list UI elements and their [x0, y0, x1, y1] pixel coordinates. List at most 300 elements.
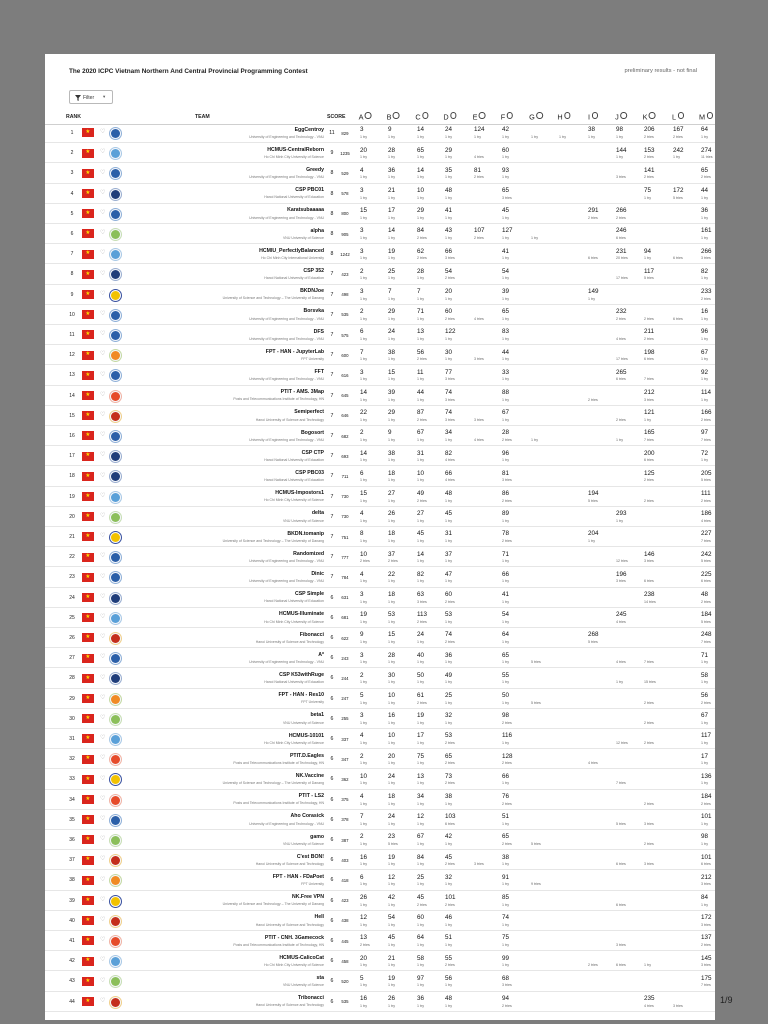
problem-cell-j[interactable]: [616, 548, 644, 567]
problem-header-k[interactable]: [643, 112, 656, 122]
favorite-heart-icon[interactable]: ♡: [100, 351, 106, 358]
problem-cell-e[interactable]: [474, 164, 502, 183]
team-name[interactable]: Tribonacci: [298, 995, 324, 1002]
problem-cell-b[interactable]: [388, 952, 416, 971]
team-name[interactable]: Randomized: [293, 550, 324, 557]
favorite-heart-icon[interactable]: ♡: [100, 613, 106, 620]
team-name[interactable]: FFT: [314, 368, 324, 375]
problem-cell-l[interactable]: [673, 144, 701, 163]
problem-cell-k[interactable]: [644, 649, 672, 668]
problem-cell-m[interactable]: [701, 669, 715, 688]
problem-cell-m[interactable]: [701, 589, 715, 608]
problem-cell-k[interactable]: [644, 993, 672, 1012]
problem-cell-d[interactable]: [445, 548, 473, 567]
team-name[interactable]: PTIT - CNH. 3Gamecock: [264, 934, 324, 941]
problem-cell-j[interactable]: [616, 144, 644, 163]
problem-cell-d[interactable]: [445, 649, 473, 668]
problem-cell-a[interactable]: [360, 811, 388, 830]
problem-cell-m[interactable]: [701, 932, 715, 951]
table-row[interactable]: [45, 205, 715, 224]
problem-cell-g[interactable]: [531, 871, 559, 890]
favorite-heart-icon[interactable]: ♡: [100, 977, 106, 984]
problem-cell-b[interactable]: [388, 892, 416, 911]
table-row[interactable]: [45, 528, 715, 547]
table-row[interactable]: [45, 669, 715, 688]
table-row[interactable]: [45, 548, 715, 567]
problem-cell-c[interactable]: [417, 609, 445, 628]
table-row[interactable]: [45, 427, 715, 446]
problem-cell-c[interactable]: [417, 245, 445, 264]
problem-cell-d[interactable]: [445, 932, 473, 951]
problem-cell-c[interactable]: [417, 669, 445, 688]
problem-cell-j[interactable]: [616, 770, 644, 789]
problem-header-c[interactable]: [415, 112, 428, 122]
problem-cell-m[interactable]: [701, 750, 715, 769]
problem-header-h[interactable]: [557, 112, 570, 122]
table-row[interactable]: [45, 245, 715, 264]
problem-cell-m[interactable]: [701, 710, 715, 729]
problem-cell-d[interactable]: [445, 770, 473, 789]
team-name[interactable]: HCMIU_PerfectlyBalanced: [259, 247, 324, 254]
problem-cell-b[interactable]: [388, 589, 416, 608]
problem-cell-e[interactable]: [474, 851, 502, 870]
problem-cell-c[interactable]: [417, 548, 445, 567]
table-row[interactable]: [45, 589, 715, 608]
problem-cell-a[interactable]: [360, 225, 388, 244]
problem-cell-f[interactable]: [502, 972, 530, 991]
problem-cell-c[interactable]: [417, 306, 445, 325]
team-name[interactable]: DFS: [313, 328, 324, 335]
problem-cell-m[interactable]: [701, 972, 715, 991]
problem-cell-f[interactable]: [502, 952, 530, 971]
problem-cell-c[interactable]: [417, 265, 445, 284]
problem-cell-c[interactable]: [417, 407, 445, 426]
problem-cell-c[interactable]: [417, 568, 445, 587]
problem-cell-m[interactable]: [701, 265, 715, 284]
problem-cell-c[interactable]: [417, 205, 445, 224]
problem-cell-j[interactable]: [616, 669, 644, 688]
problem-cell-f[interactable]: [502, 265, 530, 284]
problem-cell-b[interactable]: [388, 467, 416, 486]
problem-cell-j[interactable]: [616, 205, 644, 224]
problem-cell-j[interactable]: [616, 407, 644, 426]
problem-cell-c[interactable]: [417, 972, 445, 991]
problem-cell-c[interactable]: [417, 710, 445, 729]
problem-cell-d[interactable]: [445, 286, 473, 305]
favorite-heart-icon[interactable]: ♡: [100, 310, 106, 317]
problem-cell-f[interactable]: [502, 548, 530, 567]
problem-cell-a[interactable]: [360, 851, 388, 870]
problem-cell-l[interactable]: [673, 124, 701, 143]
problem-cell-c[interactable]: [417, 589, 445, 608]
favorite-heart-icon[interactable]: ♡: [100, 411, 106, 418]
problem-cell-k[interactable]: [644, 791, 672, 810]
table-row[interactable]: [45, 488, 715, 507]
problem-cell-f[interactable]: [502, 225, 530, 244]
problem-cell-i[interactable]: [588, 286, 616, 305]
problem-cell-l[interactable]: [673, 993, 701, 1012]
problem-cell-m[interactable]: [701, 185, 715, 204]
problem-cell-b[interactable]: [388, 710, 416, 729]
problem-cell-a[interactable]: [360, 568, 388, 587]
problem-cell-d[interactable]: [445, 831, 473, 850]
favorite-heart-icon[interactable]: ♡: [100, 129, 106, 136]
table-row[interactable]: [45, 993, 715, 1012]
problem-cell-m[interactable]: [701, 690, 715, 709]
team-name[interactable]: FPT - HAN - FDaPoet: [272, 873, 324, 880]
problem-cell-d[interactable]: [445, 811, 473, 830]
problem-cell-m[interactable]: [701, 629, 715, 648]
problem-cell-d[interactable]: [445, 750, 473, 769]
problem-cell-k[interactable]: [644, 387, 672, 406]
favorite-heart-icon[interactable]: ♡: [100, 593, 106, 600]
problem-cell-m[interactable]: [701, 568, 715, 587]
table-row[interactable]: [45, 892, 715, 911]
problem-cell-j[interactable]: [616, 265, 644, 284]
favorite-heart-icon[interactable]: ♡: [100, 674, 106, 681]
problem-cell-d[interactable]: [445, 265, 473, 284]
problem-cell-c[interactable]: [417, 811, 445, 830]
team-name[interactable]: Greedy: [306, 166, 324, 173]
problem-cell-j[interactable]: [616, 306, 644, 325]
favorite-heart-icon[interactable]: ♡: [100, 432, 106, 439]
problem-cell-i[interactable]: [588, 124, 616, 143]
problem-cell-j[interactable]: [616, 851, 644, 870]
table-row[interactable]: [45, 932, 715, 951]
problem-cell-m[interactable]: [701, 791, 715, 810]
problem-cell-e[interactable]: [474, 306, 502, 325]
team-name[interactable]: HCMUS-10101: [288, 732, 324, 739]
problem-cell-i[interactable]: [588, 245, 616, 264]
problem-cell-b[interactable]: [388, 871, 416, 890]
problem-header-g[interactable]: [529, 112, 543, 122]
favorite-heart-icon[interactable]: ♡: [100, 472, 106, 479]
table-row[interactable]: [45, 306, 715, 325]
problem-cell-k[interactable]: [644, 710, 672, 729]
problem-cell-l[interactable]: [673, 185, 701, 204]
problem-cell-e[interactable]: [474, 225, 502, 244]
problem-cell-k[interactable]: [644, 730, 672, 749]
team-name[interactable]: Semiperfect: [294, 409, 324, 416]
problem-cell-a[interactable]: [360, 467, 388, 486]
problem-cell-d[interactable]: [445, 407, 473, 426]
problem-cell-k[interactable]: [644, 568, 672, 587]
problem-cell-f[interactable]: [502, 791, 530, 810]
problem-cell-f[interactable]: [502, 447, 530, 466]
table-row[interactable]: [45, 730, 715, 749]
problem-cell-a[interactable]: [360, 932, 388, 951]
problem-cell-c[interactable]: [417, 124, 445, 143]
problem-cell-f[interactable]: [502, 366, 530, 385]
problem-cell-i[interactable]: [588, 387, 616, 406]
table-row[interactable]: [45, 629, 715, 648]
problem-cell-b[interactable]: [388, 488, 416, 507]
problem-cell-c[interactable]: [417, 286, 445, 305]
problem-cell-f[interactable]: [502, 185, 530, 204]
problem-cell-m[interactable]: [701, 851, 715, 870]
problem-cell-a[interactable]: [360, 831, 388, 850]
problem-cell-a[interactable]: [360, 871, 388, 890]
favorite-heart-icon[interactable]: ♡: [100, 775, 106, 782]
problem-cell-j[interactable]: [616, 245, 644, 264]
problem-cell-j[interactable]: [616, 952, 644, 971]
table-row[interactable]: [45, 750, 715, 769]
team-name[interactable]: CSP Simple: [294, 591, 324, 598]
problem-cell-a[interactable]: [360, 609, 388, 628]
problem-cell-j[interactable]: [616, 649, 644, 668]
problem-cell-f[interactable]: [502, 770, 530, 789]
problem-cell-c[interactable]: [417, 730, 445, 749]
problem-cell-a[interactable]: [360, 548, 388, 567]
problem-cell-c[interactable]: [417, 366, 445, 385]
problem-cell-b[interactable]: [388, 225, 416, 244]
problem-cell-b[interactable]: [388, 508, 416, 527]
problem-cell-d[interactable]: [445, 589, 473, 608]
problem-cell-c[interactable]: [417, 952, 445, 971]
favorite-heart-icon[interactable]: ♡: [100, 795, 106, 802]
problem-cell-a[interactable]: [360, 508, 388, 527]
problem-cell-k[interactable]: [644, 407, 672, 426]
problem-cell-a[interactable]: [360, 366, 388, 385]
problem-cell-a[interactable]: [360, 912, 388, 931]
problem-cell-f[interactable]: [502, 589, 530, 608]
table-row[interactable]: [45, 124, 715, 143]
problem-cell-a[interactable]: [360, 265, 388, 284]
problem-cell-d[interactable]: [445, 952, 473, 971]
problem-cell-k[interactable]: [644, 144, 672, 163]
problem-cell-a[interactable]: [360, 144, 388, 163]
problem-cell-b[interactable]: [388, 851, 416, 870]
problem-cell-m[interactable]: [701, 892, 715, 911]
problem-cell-f[interactable]: [502, 811, 530, 830]
problem-cell-m[interactable]: [701, 831, 715, 850]
table-row[interactable]: [45, 467, 715, 486]
problem-cell-c[interactable]: [417, 932, 445, 951]
problem-cell-d[interactable]: [445, 993, 473, 1012]
problem-cell-f[interactable]: [502, 427, 530, 446]
team-name[interactable]: C'est BON!: [296, 853, 324, 860]
team-name[interactable]: gamo: [310, 833, 324, 840]
favorite-heart-icon[interactable]: ♡: [100, 836, 106, 843]
problem-cell-f[interactable]: [502, 346, 530, 365]
problem-cell-k[interactable]: [644, 164, 672, 183]
problem-header-a[interactable]: [359, 112, 372, 122]
problem-cell-f[interactable]: [502, 205, 530, 224]
problem-cell-f[interactable]: [502, 851, 530, 870]
problem-cell-a[interactable]: [360, 306, 388, 325]
problem-cell-j[interactable]: [616, 326, 644, 345]
problem-cell-d[interactable]: [445, 245, 473, 264]
team-name[interactable]: CSP PBC01: [295, 187, 324, 194]
problem-cell-j[interactable]: [616, 225, 644, 244]
problem-cell-c[interactable]: [417, 508, 445, 527]
problem-cell-m[interactable]: [701, 811, 715, 830]
problem-cell-d[interactable]: [445, 609, 473, 628]
problem-cell-d[interactable]: [445, 387, 473, 406]
table-row[interactable]: [45, 346, 715, 365]
problem-cell-b[interactable]: [388, 548, 416, 567]
problem-cell-d[interactable]: [445, 144, 473, 163]
team-name[interactable]: EggCentroy: [294, 126, 324, 133]
favorite-heart-icon[interactable]: ♡: [100, 331, 106, 338]
problem-cell-m[interactable]: [701, 205, 715, 224]
problem-cell-k[interactable]: [644, 811, 672, 830]
problem-cell-j[interactable]: [616, 568, 644, 587]
problem-cell-k[interactable]: [644, 952, 672, 971]
problem-header-f[interactable]: [501, 112, 513, 122]
problem-cell-e[interactable]: [474, 144, 502, 163]
table-row[interactable]: [45, 649, 715, 668]
problem-cell-f[interactable]: [502, 164, 530, 183]
problem-cell-c[interactable]: [417, 528, 445, 547]
favorite-heart-icon[interactable]: ♡: [100, 937, 106, 944]
problem-cell-m[interactable]: [701, 730, 715, 749]
table-row[interactable]: [45, 508, 715, 527]
table-row[interactable]: [45, 407, 715, 426]
favorite-heart-icon[interactable]: ♡: [100, 735, 106, 742]
problem-cell-j[interactable]: [616, 508, 644, 527]
problem-cell-f[interactable]: [502, 245, 530, 264]
problem-cell-g[interactable]: [531, 831, 559, 850]
problem-cell-j[interactable]: [616, 892, 644, 911]
problem-cell-j[interactable]: [616, 932, 644, 951]
problem-cell-c[interactable]: [417, 488, 445, 507]
problem-cell-j[interactable]: [616, 730, 644, 749]
favorite-heart-icon[interactable]: ♡: [100, 714, 106, 721]
problem-cell-f[interactable]: [502, 932, 530, 951]
problem-cell-e[interactable]: [474, 346, 502, 365]
favorite-heart-icon[interactable]: ♡: [100, 149, 106, 156]
problem-cell-f[interactable]: [502, 831, 530, 850]
favorite-heart-icon[interactable]: ♡: [100, 512, 106, 519]
table-row[interactable]: [45, 912, 715, 931]
team-name[interactable]: delta: [311, 510, 324, 517]
team-name[interactable]: PTIT - AMS. 3Map: [280, 389, 324, 396]
team-name[interactable]: Dinic: [311, 570, 324, 577]
team-name[interactable]: Aho Corasick: [290, 813, 324, 820]
problem-cell-a[interactable]: [360, 387, 388, 406]
problem-cell-k[interactable]: [644, 306, 672, 325]
problem-cell-b[interactable]: [388, 306, 416, 325]
problem-cell-a[interactable]: [360, 346, 388, 365]
problem-cell-g[interactable]: [531, 649, 559, 668]
problem-cell-d[interactable]: [445, 972, 473, 991]
table-row[interactable]: [45, 185, 715, 204]
problem-cell-c[interactable]: [417, 225, 445, 244]
table-row[interactable]: [45, 851, 715, 870]
problem-cell-m[interactable]: [701, 164, 715, 183]
team-name[interactable]: HCMUS-Impostors1: [275, 490, 324, 497]
problem-cell-b[interactable]: [388, 144, 416, 163]
problem-cell-m[interactable]: [701, 225, 715, 244]
problem-cell-d[interactable]: [445, 508, 473, 527]
problem-cell-m[interactable]: [701, 447, 715, 466]
problem-cell-k[interactable]: [644, 851, 672, 870]
problem-cell-k[interactable]: [644, 346, 672, 365]
problem-cell-c[interactable]: [417, 690, 445, 709]
problem-cell-i[interactable]: [588, 205, 616, 224]
problem-cell-f[interactable]: [502, 488, 530, 507]
problem-cell-k[interactable]: [644, 326, 672, 345]
problem-cell-d[interactable]: [445, 730, 473, 749]
favorite-heart-icon[interactable]: ♡: [100, 209, 106, 216]
problem-cell-m[interactable]: [701, 306, 715, 325]
problem-cell-g[interactable]: [531, 124, 559, 143]
favorite-heart-icon[interactable]: ♡: [100, 916, 106, 923]
problem-cell-k[interactable]: [644, 589, 672, 608]
problem-cell-l[interactable]: [673, 306, 701, 325]
problem-header-l[interactable]: [672, 112, 684, 122]
problem-cell-d[interactable]: [445, 366, 473, 385]
table-row[interactable]: [45, 831, 715, 850]
problem-cell-j[interactable]: [616, 366, 644, 385]
problem-cell-m[interactable]: [701, 467, 715, 486]
problem-cell-i[interactable]: [588, 528, 616, 547]
problem-cell-d[interactable]: [445, 669, 473, 688]
team-name[interactable]: beta1: [310, 712, 324, 719]
table-row[interactable]: [45, 811, 715, 830]
problem-cell-m[interactable]: [701, 871, 715, 890]
problem-cell-b[interactable]: [388, 791, 416, 810]
team-name[interactable]: BKDN.tomanip: [287, 530, 324, 537]
problem-cell-f[interactable]: [502, 528, 530, 547]
team-name[interactable]: CSP PBC03: [295, 469, 324, 476]
table-row[interactable]: [45, 972, 715, 991]
problem-cell-b[interactable]: [388, 528, 416, 547]
problem-cell-a[interactable]: [360, 791, 388, 810]
problem-cell-f[interactable]: [502, 629, 530, 648]
problem-cell-c[interactable]: [417, 467, 445, 486]
problem-cell-l[interactable]: [673, 245, 701, 264]
table-row[interactable]: [45, 609, 715, 628]
favorite-heart-icon[interactable]: ♡: [100, 957, 106, 964]
problem-cell-f[interactable]: [502, 609, 530, 628]
favorite-heart-icon[interactable]: ♡: [100, 755, 106, 762]
favorite-heart-icon[interactable]: ♡: [100, 573, 106, 580]
problem-cell-b[interactable]: [388, 407, 416, 426]
favorite-heart-icon[interactable]: ♡: [100, 371, 106, 378]
problem-cell-c[interactable]: [417, 831, 445, 850]
favorite-heart-icon[interactable]: ♡: [100, 452, 106, 459]
problem-cell-d[interactable]: [445, 124, 473, 143]
problem-cell-d[interactable]: [445, 164, 473, 183]
problem-cell-f[interactable]: [502, 326, 530, 345]
problem-cell-m[interactable]: [701, 952, 715, 971]
problem-cell-j[interactable]: [616, 609, 644, 628]
team-name[interactable]: NK.Vaccine: [295, 772, 324, 779]
problem-cell-m[interactable]: [701, 528, 715, 547]
problem-header-j[interactable]: [615, 112, 627, 122]
problem-cell-a[interactable]: [360, 649, 388, 668]
problem-cell-f[interactable]: [502, 306, 530, 325]
problem-cell-f[interactable]: [502, 669, 530, 688]
problem-cell-c[interactable]: [417, 791, 445, 810]
problem-cell-m[interactable]: [701, 649, 715, 668]
problem-cell-i[interactable]: [588, 952, 616, 971]
problem-cell-b[interactable]: [388, 912, 416, 931]
problem-cell-a[interactable]: [360, 286, 388, 305]
problem-cell-d[interactable]: [445, 346, 473, 365]
problem-cell-c[interactable]: [417, 649, 445, 668]
problem-cell-f[interactable]: [502, 124, 530, 143]
problem-cell-f[interactable]: [502, 387, 530, 406]
table-row[interactable]: [45, 710, 715, 729]
favorite-heart-icon[interactable]: ♡: [100, 270, 106, 277]
problem-cell-f[interactable]: [502, 750, 530, 769]
problem-cell-c[interactable]: [417, 164, 445, 183]
team-name[interactable]: FPT - HAN - Res10: [278, 692, 324, 699]
favorite-heart-icon[interactable]: ♡: [100, 230, 106, 237]
